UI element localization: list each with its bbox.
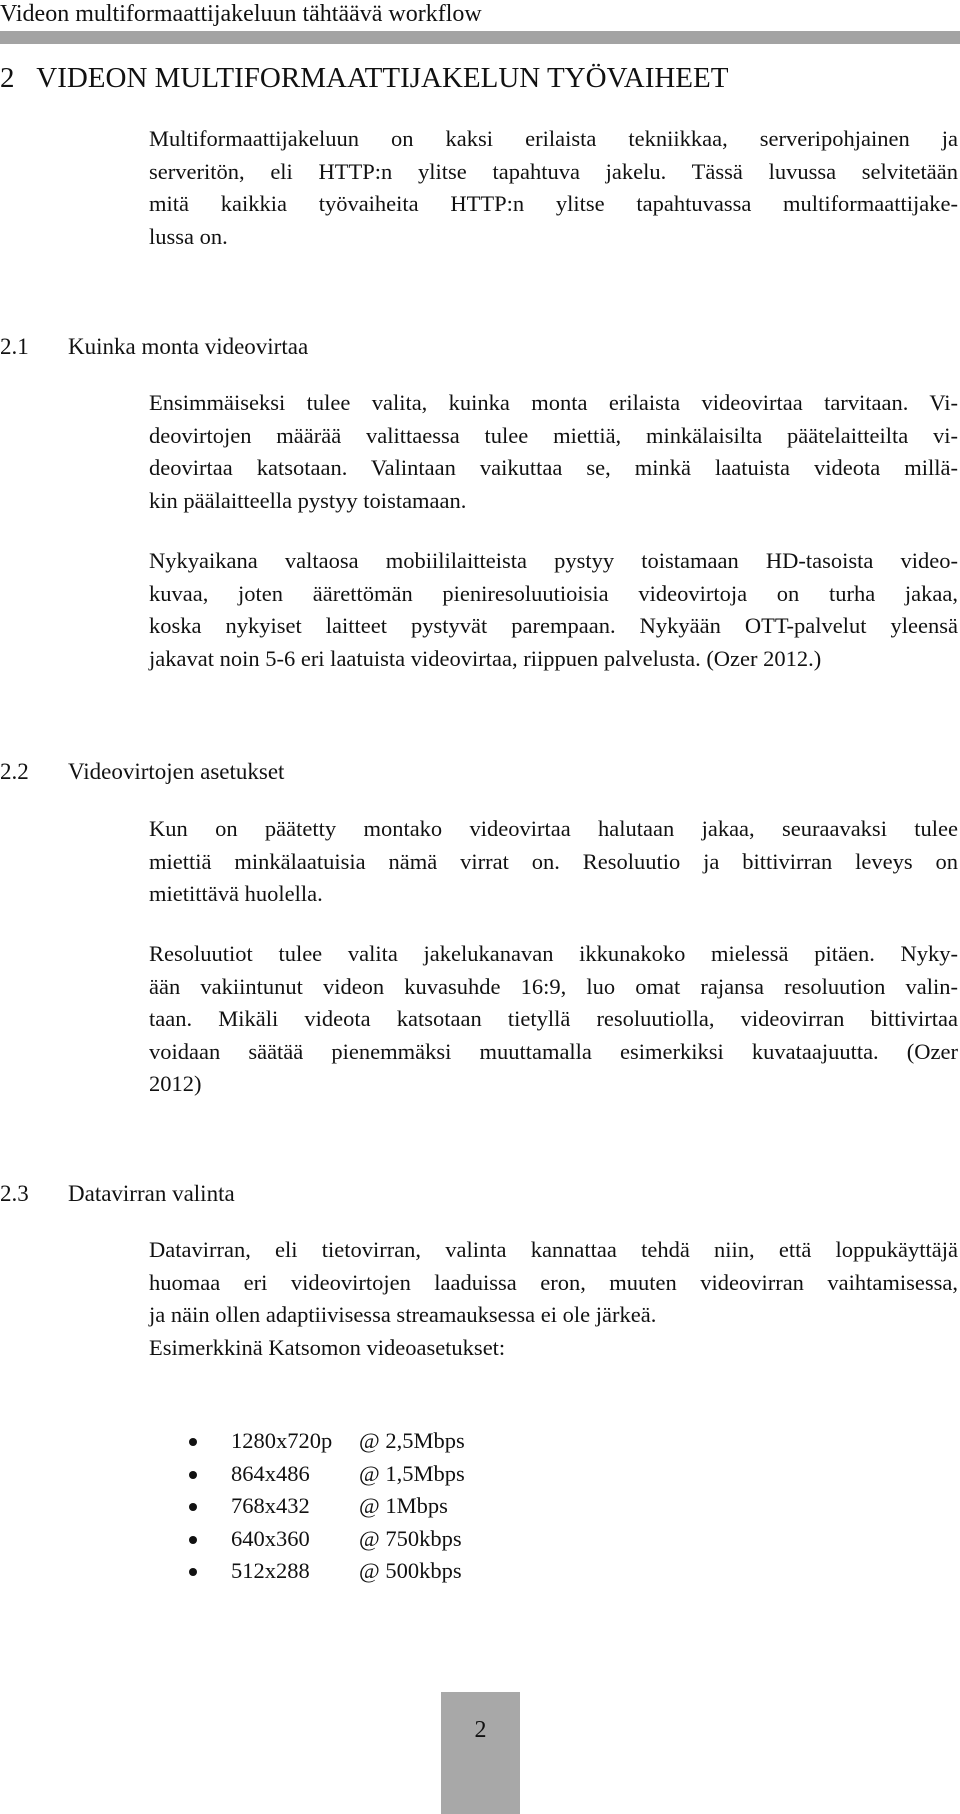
text-line: Multiformaattijakeluun on kaksi erilaista tekniikkaa, serveripohjainen ja <box>149 126 958 151</box>
section-number: 2.2 <box>0 759 29 784</box>
paragraph <box>149 1234 958 1332</box>
text-line: Esimerkkinä Katsomon videoasetukset: <box>149 1335 506 1360</box>
text-line: Kun on päätetty montako videovirtaa halutaan jakaa, seuraavaksi tulee <box>149 816 958 841</box>
text-line: Datavirran, eli tietovirran, valinta kannattaa tehdä niin, että loppukäyttäjä <box>149 1237 958 1262</box>
text-line: Ensimmäiseksi tulee valita, kuinka monta erilaista videovirtaa tarvitaan. Vi- <box>149 390 958 415</box>
paragraph <box>149 813 958 911</box>
text-line: Nykyaikana valtaosa mobiililaitteista pystyy toistamaan HD-tasoista video- <box>149 548 958 573</box>
bullet-icon <box>189 1503 197 1511</box>
section-heading <box>0 758 284 786</box>
chapter-number: 2 <box>0 62 15 94</box>
chapter-title-text: VIDEON MULTIFORMAATTIJAKELUN TYÖVAIHEET <box>36 62 729 94</box>
bullet-icon <box>189 1568 197 1576</box>
text-line: Resoluutiot tulee valita jakelukanavan ikkunakoko mielessä pitäen. Nyky- <box>149 941 958 966</box>
list-item <box>149 1458 465 1491</box>
text-line: mitä kaikkia työvaiheita HTTP:n ylitse tapahtuvassa multiformaattijake- <box>149 191 958 216</box>
chapter-intro-paragraph <box>149 123 958 253</box>
text-line: voidaan säätää pienemmäksi muuttamalla esimerkiksi kuvataajuutta. (Ozer <box>149 1038 958 1064</box>
section-title: Videovirtojen asetukset <box>68 759 285 784</box>
bitrate: @ 1Mbps <box>359 1493 448 1518</box>
text-line: kuvaa, joten äärettömän pieniresoluutioisia videovirtoja on turha jakaa, <box>149 580 958 606</box>
text-line: serveritön, eli HTTP:n ylitse tapahtuva jakelu. Tässä luvussa selvitetään <box>149 158 958 184</box>
resolution: 640x360 <box>231 1525 310 1551</box>
text-line: ään vakiintunut videon kuvasuhde 16:9, luo omat rajansa resoluution valin- <box>149 973 958 999</box>
text-line: miettiä minkälaatuisia nämä virrat on. Resoluutio ja bittivirran leveys on <box>149 848 958 874</box>
bitrate: @ 1,5Mbps <box>359 1460 465 1486</box>
text-line: deovirtojen määrää valittaessa tulee miettiä, minkälaisilta päätelaitteilta vi- <box>149 422 958 448</box>
section-heading <box>0 1180 235 1208</box>
bullet-icon <box>189 1471 197 1479</box>
text-line: koska nykyiset laitteet pystyvät parempaan. Nykyään OTT-palvelut yleensä <box>149 613 958 638</box>
section-number: 2.1 <box>0 334 29 359</box>
resolution: 768x432 <box>231 1493 310 1518</box>
section-title: Kuinka monta videovirtaa <box>68 334 309 359</box>
list-item <box>149 1490 465 1523</box>
paragraph <box>149 1332 958 1365</box>
section-number: 2.3 <box>0 1181 29 1206</box>
text-line: kin päälaitteella pystyy toistamaan. <box>149 487 467 513</box>
section-heading <box>0 333 308 361</box>
bitrate: @ 2,5Mbps <box>359 1428 465 1453</box>
text-line: deovirtaa katsotaan. Valintaan vaikuttaa se, minkä laatuista videota millä- <box>149 455 958 480</box>
resolution: 1280x720p <box>231 1428 333 1453</box>
list-item <box>149 1523 465 1556</box>
bitrate: @ 500kbps <box>359 1558 462 1583</box>
bullet-icon <box>189 1536 197 1544</box>
text-line: 2012) <box>149 1071 202 1096</box>
bullet-icon <box>189 1438 197 1446</box>
video-settings-list <box>149 1425 465 1588</box>
text-line: huomaa eri videovirtojen laaduissa eron, muuten videovirran vaihtamisessa, <box>149 1269 958 1295</box>
page-number: 2 <box>474 1717 487 1743</box>
text-line: taan. Mikäli videota katsotaan tietyllä resoluutiolla, videovirran bittivirtaa <box>149 1006 958 1031</box>
resolution: 512x288 <box>231 1558 310 1583</box>
section-title: Datavirran valinta <box>68 1181 235 1206</box>
text-line: lussa on. <box>149 223 228 249</box>
paragraph <box>149 938 958 1101</box>
list-item <box>149 1425 465 1458</box>
paragraph <box>149 387 958 517</box>
bitrate: @ 750kbps <box>359 1525 462 1551</box>
paragraph <box>149 545 958 675</box>
header-rule <box>0 31 960 44</box>
chapter-title <box>0 60 728 96</box>
running-header: Videon multiformaattijakeluun tähtäävä workflow <box>0 1 482 27</box>
text-line: mietittävä huolella. <box>149 881 323 906</box>
text-line: jakavat noin 5-6 eri laatuista videovirtaa, riippuen palvelusta. (Ozer 2012.) <box>149 645 822 671</box>
page-number-box <box>441 1692 520 1814</box>
resolution: 864x486 <box>231 1460 310 1486</box>
list-item <box>149 1555 465 1588</box>
text-line: ja näin ollen adaptiivisessa streamauksessa ei ole järkeä. <box>149 1302 657 1327</box>
